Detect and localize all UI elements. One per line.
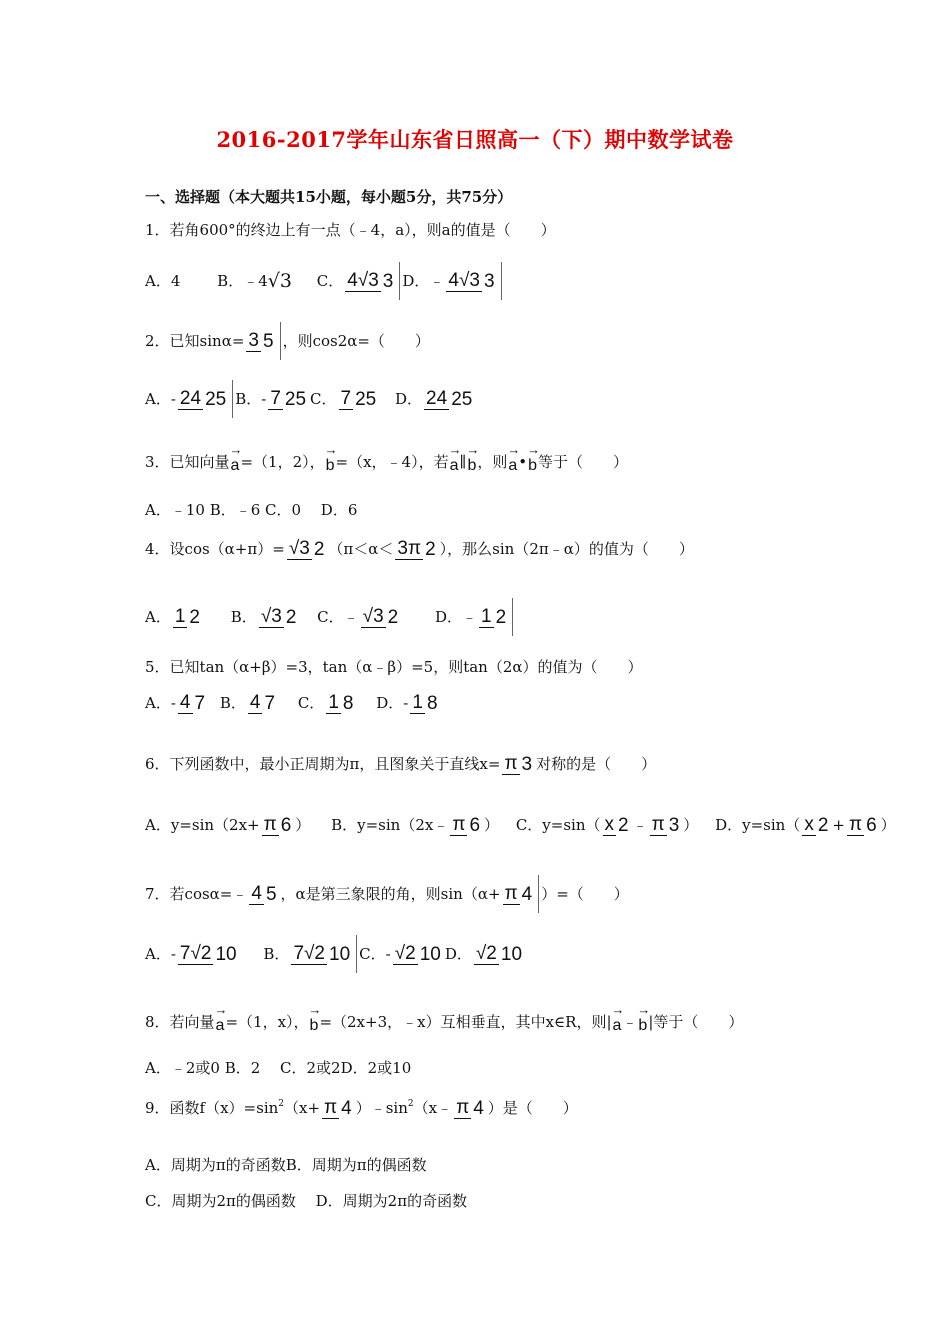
page-title: 2016-2017学年山东省日照高一（下）期中数学试卷 — [216, 127, 734, 152]
question-9-options-row2: C．周期为2π的偶函数 D．周期为2π的奇函数 — [145, 1192, 468, 1210]
question-1-options — [145, 262, 504, 300]
section-heading: 一、选择题（本大题共15小题，每小题5分，共75分） — [145, 188, 513, 206]
q1-option-d-fraction: 4√3 3 — [448, 270, 495, 292]
q1-option-b-radical: √3 — [267, 270, 292, 292]
question-4-stem: 4．设cos（α+π）= √3 2 （π＜α＜ 3π 2 ），那么sin（2π﹣α）的值为（ ） — [145, 538, 694, 560]
question-8-options: A．﹣2或0 B．2 C．2或2D．2或10 — [145, 1059, 412, 1077]
q1-option-a: A．4 — [145, 272, 181, 290]
question-9-stem: 9．函数$f(x)=\sin^2(x+ \pi$ 4 ）$﹣\sin^2(x﹣$ π 4 ）是（ ） — [145, 1097, 578, 1119]
q1-option-d: D．﹣ — [402, 272, 445, 290]
question-1-stem: 1．若角600°的终边上有一点（﹣4，a），则a的值是（ ） — [145, 221, 556, 239]
question-8-stem: 8．若向量→ a=（1，x），→ b=（2x+3，﹣x）互相垂直，其中x∈R，则|→ a﹣→ b|等于（ ） — [145, 1008, 743, 1036]
question-5-stem: 5．已知tan（α+β）=3，tan（α﹣β）=5，则tan（2α）的值为（ ） — [145, 658, 643, 676]
question-6-stem: 6．下列函数中，最小正周期为π，且图象关于直线x= π 3 对称的是（ ） — [145, 753, 657, 775]
question-2-options: A．- 24 25 B．- 7 25 C． 7 25 D． 24 25 — [145, 380, 476, 418]
q1-option-c: C． — [316, 272, 344, 290]
question-2-stem: 2．已知sinα= 3 5 ，则cos2α=（ ） — [145, 322, 430, 360]
question-5-options: A．- 4 7 B． 4 7 C． 1 8 D．- 1 8 — [145, 692, 438, 714]
question-4-options: A． 1 2 B． √3 2 C．﹣ √3 2 D．﹣ 1 2 — [145, 598, 515, 636]
question-7-stem: 7．若cosα=﹣ 4 5 ，α是第三象限的角，则sin（α+ π 4 ）=（ ） — [145, 875, 629, 913]
question-9-options-row1: A．周期为π的奇函数B．周期为π的偶函数 — [145, 1156, 427, 1174]
q1-option-c-fraction: 4√3 3 — [347, 270, 394, 292]
question-3-stem: 3．已知向量→ a=（1，2），→ b=（x，﹣4），若→ a∥→ b，则→ a•→ b等于（ ） — [145, 448, 628, 476]
question-3-options: A．﹣10 B．﹣6 C．0 D．6 — [145, 501, 358, 519]
q1-option-b: B．﹣4 — [217, 272, 268, 290]
q2-fraction: 3 5 — [248, 330, 274, 352]
question-6-options: A．y=sin（2x+ π 6 ） B．y=sin（2x﹣ π 6 ） C．y=sin（ x 2 ﹣ π 3 ） D．y=sin（ x 2 + π 6 ） — [145, 814, 896, 836]
question-7-options: A．- 7√2 10 B． 7√2 10 C．- √2 10 D． √2 10 — [145, 935, 526, 973]
